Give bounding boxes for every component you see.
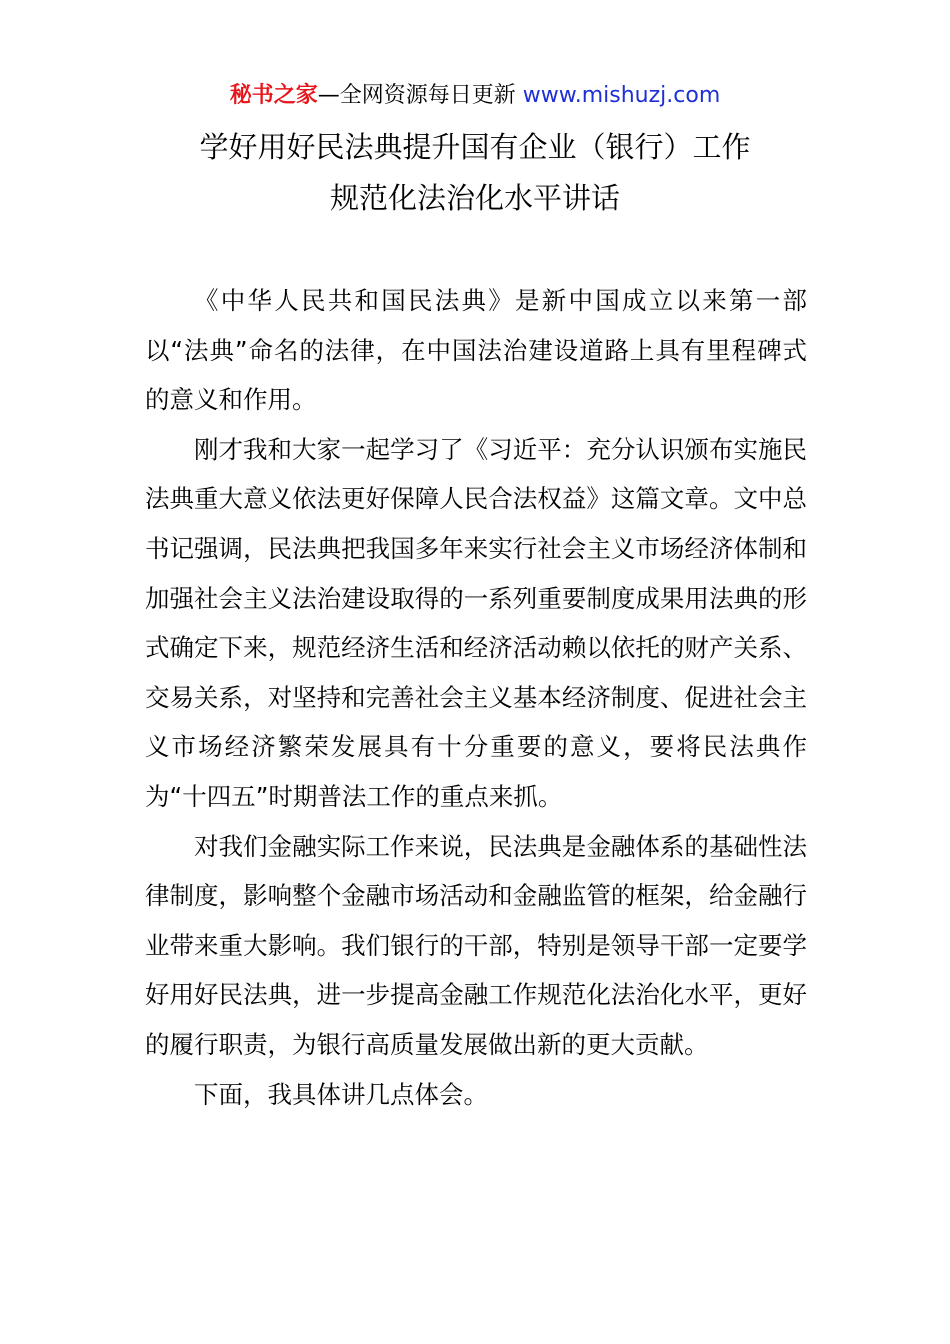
paragraph: 下面，我具体讲几点体会。 xyxy=(194,1079,488,1109)
paragraph: 对我们金融实际工作来说，民法典是金融体系的基础性法律制度，影响整个金融市场活动和金融监管的框架，给金融行业带来重大影响。我们银行的干部，特别是领导干部一定要学好用好民法典，进一步提高金融工作规范化法治化水平，更好的履行职责，为银行高质量发展做出新的更大贡献。 xyxy=(145,831,807,1059)
site-url: www.mishuzj.com xyxy=(522,83,721,108)
paragraph: 《中华人民共和国民法典》是新中国成立以来第一部以“法典”命名的法律，在中国法治建设道路上具有里程碑式的意义和作用。 xyxy=(145,286,807,415)
header-tagline: —全网资源每日更新 xyxy=(317,83,523,108)
document-title-line-1: 学好用好民法典提升国有企业（银行）工作 xyxy=(199,130,751,164)
site-header xyxy=(0,80,950,112)
brand-name: 秘书之家 xyxy=(229,83,318,108)
document-body xyxy=(145,276,807,1119)
document-title-line-2: 规范化法治化水平讲话 xyxy=(329,181,620,215)
paragraph: 刚才我和大家一起学习了《习近平：充分认识颁布实施民法典重大意义依法更好保障人民合法权益》这篇文章。文中总书记强调，民法典把我国多年来实行社会主义市场经济体制和加强社会主义法治建设取得的一系列重要制度成果用法典的形式确定下来，规范经济生活和经济活动赖以依托的财产关系、交易关系，对坚持和完善社会主义基本经济制度、促进社会主义市场经济繁荣发展具有十分重要的意义，要将民法典作为“十四五”时期普法工作的重点来抓。 xyxy=(145,434,807,811)
